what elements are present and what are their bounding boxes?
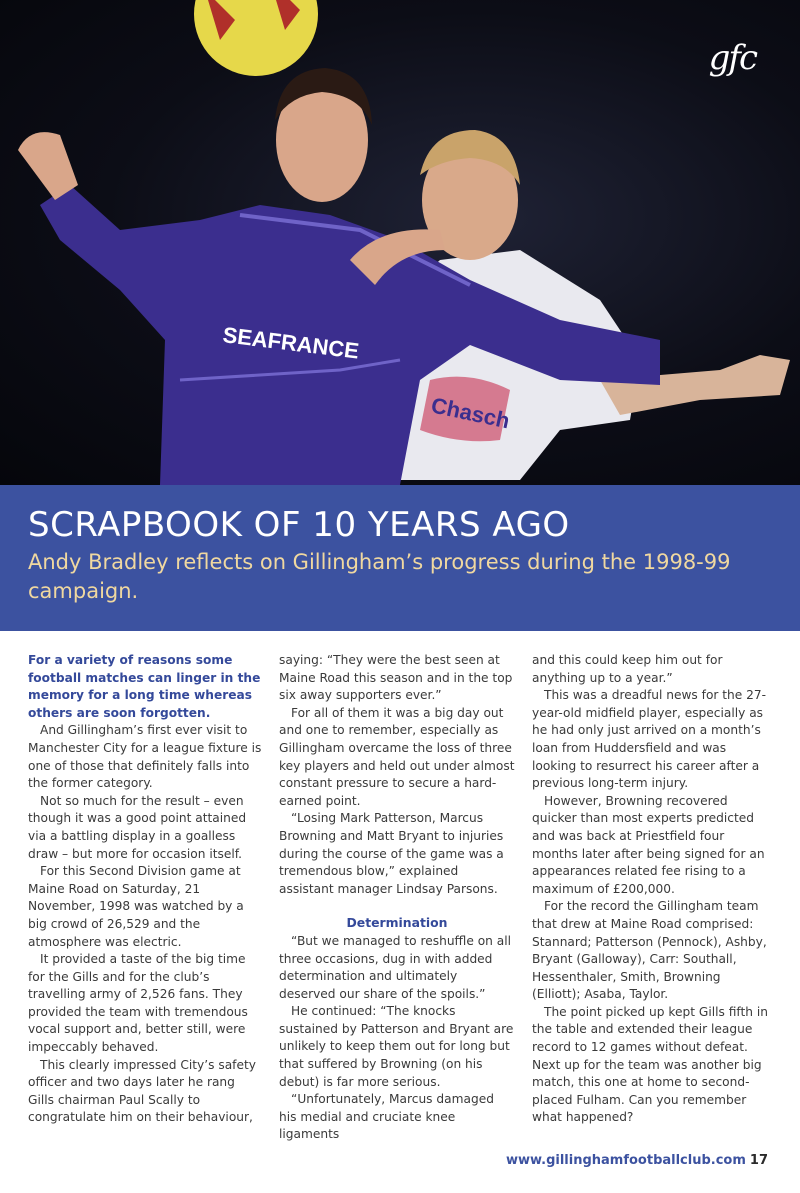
paragraph: Not so much for the result – even though it was a good point attained via a battling display in a goalless draw – but more for occasion itself. (28, 793, 247, 861)
paragraph: This clearly impressed City’s safety officer and two days later he rang Gills chairman Paul Scally to congratulate him on their behaviour, (28, 1057, 256, 1125)
intro-paragraph: For a variety of reasons some football matches can linger in the memory for a long time whereas others are soon forgotten. (28, 653, 261, 720)
website-link[interactable]: www.gillinghamfootballclub.com (505, 1153, 746, 1168)
paragraph: saying: “They were the best seen at Maine Road this season and in the top six away supporters ever.” (279, 653, 513, 703)
paragraph: It provided a taste of the big time for the Gills and for the club’s travelling army of 2,526 fans. They provided the team with tremendous vocal support and, better still, were impeccably behaved. (28, 952, 248, 1055)
column-3 (532, 652, 768, 1127)
paragraph: “Losing Mark Patterson, Marcus Browning and Matt Bryant to injuries during the course of the game was a tremendous blow,” explained assistant manager Lindsay Parsons. (279, 811, 504, 896)
paragraph: For the record the Gillingham team that drew at Maine Road comprised: Stannard; Patterson (Pennock), Ashby, Bryant (Galloway), Carr: Southall, Hessenthaler, Smith, Browning (Elliott); Asaba, Taylor. (532, 899, 767, 1002)
section-heading: Determination (346, 915, 448, 931)
article-subtitle: Andy Bradley reflects on Gillingham’s progress during the 1998-99 campaign. (28, 550, 731, 603)
match-photo (0, 0, 800, 485)
paragraph: For all of them it was a big day out and one to remember, especially as Gillingham overcame the loss of three key players and held out under almost constant pressure to secure a hard-earned point. (279, 705, 515, 808)
paragraph: “But we managed to reshuffle on all three occasions, dug in with added determination and ultimately deserved our share of the spoils.” (279, 933, 511, 1001)
paragraph: This was a dreadful news for the 27-year-old midfield player, especially as he had only just arrived on a month’s loan from Huddersfield and was looking to resurrect his career after a previous long-term injury. (532, 688, 767, 791)
paragraph: The point picked up kept Gills fifth in the table and extended their league record to 12 games without defeat. Next up for the team was another big match, this one at home to second-placed Fulham. Can you remember what happened? (532, 1004, 768, 1125)
shirt-sponsor-left: SEAFRANCE (221, 322, 361, 364)
page-footer (506, 1153, 768, 1168)
paragraph: And Gillingham’s first ever visit to Manchester City for a league fixture is one of those that definitely falls into the former category. (28, 723, 262, 791)
paragraph: and this could keep him out for anything up to a year.” (532, 653, 723, 685)
paragraph: For this Second Division game at Maine Road on Saturday, 21 November, 1998 was watched by a big crowd of 26,529 and the atmosphere was electric. (28, 864, 244, 949)
article-title: SCRAPBOOK OF 10 YEARS AGO (28, 505, 570, 545)
club-logo: gfc (708, 38, 756, 78)
players-illustration (0, 0, 800, 485)
shirt-sponsor-right: Chasch (428, 392, 512, 434)
paragraph: He continued: “The knocks sustained by Patterson and Bryant are unlikely to keep them out for long but that suffered by Browning (on his debut) is far more serious. (279, 1004, 514, 1089)
paragraph: However, Browning recovered quicker than most experts predicted and was back at Priestfield four months later after being signed for an appearances related fee rising to a maximum of £200,000. (532, 793, 765, 896)
page-number: 17 (749, 1153, 768, 1168)
column-1 (28, 652, 264, 1127)
column-2 (279, 652, 515, 1144)
paragraph: “Unfortunately, Marcus damaged his medial and cruciate knee ligaments (279, 1092, 494, 1142)
